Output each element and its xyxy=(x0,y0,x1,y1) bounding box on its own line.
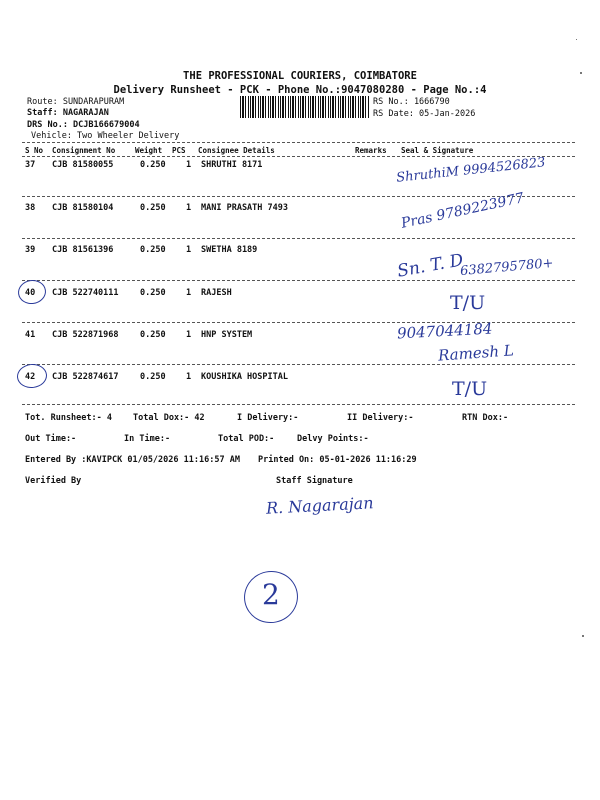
ii-delivery: II Delivery:- xyxy=(347,413,414,423)
row-pcs: 1 xyxy=(186,372,192,382)
scan-speck xyxy=(582,635,584,637)
row-weight: 0.250 xyxy=(140,288,166,298)
phone-swetha: 6382795780+ xyxy=(459,255,555,280)
divider xyxy=(22,238,575,239)
row-weight: 0.250 xyxy=(140,160,166,170)
total-pod: Total POD:- xyxy=(218,434,275,444)
row-sno: 40 xyxy=(25,288,36,298)
row-consignee: KOUSHIKA HOSPITAL xyxy=(201,372,288,382)
printed-on: Printed On: 05-01-2026 11:16:29 xyxy=(258,455,417,465)
col-remarks: Remarks xyxy=(355,146,387,155)
total-dox: Total Dox:- 42 xyxy=(133,413,205,423)
entered-by: Entered By :KAVIPCK 01/05/2026 11:16:57 AM xyxy=(25,455,240,465)
row-consignee: MANI PRASATH 7493 xyxy=(201,203,288,213)
tu-mark-row40: T/U xyxy=(450,292,486,314)
route: Route: SUNDARAPURAM xyxy=(27,97,125,107)
row-consignment: CJB 81580055 xyxy=(52,160,114,170)
signature-mani-prasath: Pras 9789223977 xyxy=(399,190,526,232)
row-consignment: CJB 522874617 xyxy=(52,372,119,382)
row-consignee: HNP SYSTEM xyxy=(201,330,253,340)
page-circle-number: 2 xyxy=(262,578,280,611)
row-weight: 0.250 xyxy=(140,372,166,382)
divider xyxy=(22,404,575,405)
phone-hnp-system: 9047044184 xyxy=(396,319,493,343)
row-weight: 0.250 xyxy=(140,330,166,340)
col-sno: S No xyxy=(25,146,44,155)
row-weight: 0.250 xyxy=(140,245,166,255)
sno-circle-mark xyxy=(16,362,48,389)
drs-number: DRS No.: DCJB166679004 xyxy=(27,120,140,130)
row-pcs: 1 xyxy=(186,160,192,170)
divider xyxy=(22,156,575,157)
total-runsheet: Tot. Runsheet:- 4 xyxy=(25,413,112,423)
col-weight: Weight xyxy=(135,146,163,155)
divider xyxy=(22,142,575,143)
row-consignment: CJB 81580104 xyxy=(52,203,114,213)
divider xyxy=(22,280,575,281)
sno-circle-mark xyxy=(16,278,47,306)
row-consignee: SHRUTHI 8171 xyxy=(201,160,263,170)
rs-number: RS No.: 1666790 xyxy=(373,97,450,107)
row-pcs: 1 xyxy=(186,245,192,255)
rs-date: RS Date: 05-Jan-2026 xyxy=(373,109,476,119)
staff-signature: R. Nagarajan xyxy=(265,493,374,518)
signature-swetha: Sn. T. D xyxy=(395,250,465,282)
rtn-dox: RTN Dox:- xyxy=(462,413,509,423)
scan-speck xyxy=(580,72,582,74)
row-consignee: SWETHA 8189 xyxy=(201,245,258,255)
i-delivery: I Delivery:- xyxy=(237,413,299,423)
row-pcs: 1 xyxy=(186,288,192,298)
row-sno: 38 xyxy=(25,203,36,213)
row-consignment: CJB 81561396 xyxy=(52,245,114,255)
col-consignment: Consignment No xyxy=(52,146,116,155)
row-sno: 37 xyxy=(25,160,36,170)
signature-shruthi: ShruthiM 9994526823 xyxy=(395,155,547,186)
company-title: THE PROFESSIONAL COURIERS, COIMBATORE xyxy=(183,70,417,82)
row-pcs: 1 xyxy=(186,203,192,213)
row-sno: 39 xyxy=(25,245,36,255)
row-sno: 41 xyxy=(25,330,36,340)
staff: Staff: NAGARAJAN xyxy=(27,108,109,118)
tu-mark-row42: T/U xyxy=(452,378,488,400)
row-pcs: 1 xyxy=(186,330,192,340)
row-consignment: CJB 522740111 xyxy=(52,288,119,298)
barcode xyxy=(240,96,370,118)
row-consignee: RAJESH xyxy=(201,288,232,298)
divider xyxy=(22,364,575,365)
signature-hnp-system: Ramesh L xyxy=(437,341,515,365)
col-pcs: PCS xyxy=(172,146,186,155)
verified-by: Verified By xyxy=(25,476,82,486)
vehicle: Vehicle: Two Wheeler Delivery xyxy=(31,131,180,141)
staff-signature-label: Staff Signature xyxy=(276,476,353,486)
delivery-points: Delvy Points:- xyxy=(297,434,369,444)
col-consignee: Consignee Details xyxy=(198,146,275,155)
in-time: In Time:- xyxy=(124,434,171,444)
row-weight: 0.250 xyxy=(140,203,166,213)
out-time: Out Time:- xyxy=(25,434,77,444)
row-sno: 42 xyxy=(25,372,36,382)
scan-speck xyxy=(576,39,577,40)
runsheet-subtitle: Delivery Runsheet - PCK - Phone No.:9047080280 - Page No.:4 xyxy=(113,84,487,96)
col-seal-signature: Seal & Signature xyxy=(401,146,474,155)
row-consignment: CJB 522871968 xyxy=(52,330,119,340)
